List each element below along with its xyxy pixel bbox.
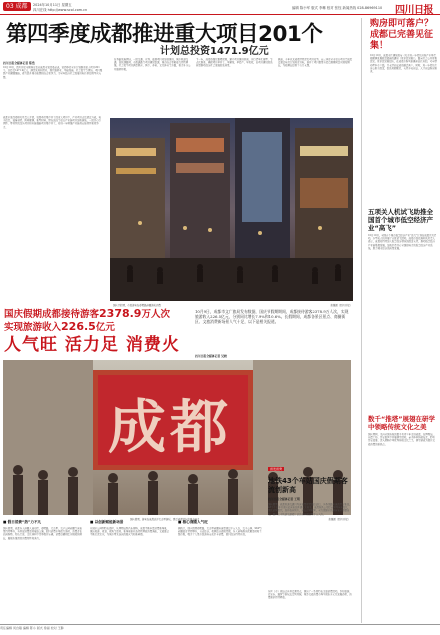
holiday-big-title: 人气旺 活力足 消费火 (4, 335, 180, 355)
editor-credits: 编辑 陈小军 版式 李琳 校对 张钰 新闻热线 028-86969110 (292, 6, 383, 10)
side-story-2-title: 五项关人机试飞助推全国首个城市低空经济产业“高飞” (368, 208, 433, 232)
metro-story-title: 地铁43个车站国庆假期客流创新高 (268, 477, 348, 494)
photo1-credit: 张强摄（四川日报） (330, 304, 352, 307)
header-rule (0, 14, 440, 15)
side-story-2 (368, 208, 437, 394)
side-story-2-text: 10月10日，全国首个城市低空经济产业“高飞”计划在成都正式启动，多型无人机开展了首批试飞活动。成都市经信局相关负责人表示，成都将持续加大低空经济领域的政策支持，推动低空经济产业链集聚发展，加快打造具有全国影响力的低空经济产业高地，助力城市经济高质量发展。 (368, 234, 437, 250)
side-story-3 (368, 415, 437, 623)
website-link[interactable]: 四川在线 http://www.scol.com.cn (33, 8, 88, 12)
photo1-caption: 国庆节假期，市民游客在春熙路商圈游玩消费 (113, 304, 161, 307)
section2-heading: ■ 以创新赋能新场景 (90, 520, 124, 524)
side-story-3-title: 数千“推塔”展翅在研学中领略传统文化之美 (368, 415, 436, 431)
lead-column-3: 下一步，成都将强化要素保障，建立项目推进机制，实行清单化管理、节点化推进，确保项目早开工、早建设、早投产、早见效，以项目建设的高质量推动经济社会发展的高质量。 (196, 58, 273, 68)
newspaper-logo: 四川日报 (395, 5, 433, 16)
lead-column-2: 在基础设施领域，一批交通、水利、能源项目将加快推进，城市轨道交通、高快速路网、市政道路等项目建设提速，城市综合承载能力持续增强。社会民生项目涵盖教育、医疗、养老、文化体育等方面，着力补齐公共服务短板。 (114, 58, 191, 71)
holiday-title-line2: 实现旅游收入226.5亿元 (4, 320, 115, 333)
holiday-section-1 (3, 520, 83, 627)
side-story-3-text: 国庆期间，来自全国各地的数千名青少年走进成都，在博物馆、非遗工坊、历史街区中开展研学活动，亲手体验传统技艺，聆听历史故事，深入领略中华优秀传统文化之美，研学游成为假日文旅消费的新热点。 (368, 433, 435, 446)
issue-date: 2024年10月11日 星期五 (33, 3, 72, 7)
footer-rule (0, 624, 440, 625)
section3-text: 据统计，国庆假期春熙路、太古里商圈客流量超过千万人次，交子公园、SKP等商圈热度持续攀升，首店经济、夜间经济表现亮眼，各大商场推出优惠活动和主题市集，吸引了大量市民游客前来打卡消费，假日经济持续升温。 (178, 527, 262, 537)
column-divider (361, 18, 362, 623)
section3-heading: ■ 核心商圈人气旺 (178, 520, 208, 524)
side-story-1-text: 10月10日，成都市住建局发布《关于进一步优化房地产市场平稳健康发展政策措施的通知（征求意见稿）》，面向社会公开征集意见。征求意见稿提出，在成都市购买新建商品住房的，可申请办理本市户籍，并支持家庭成员随迁落户。同时，进一步优化住房公积金政策，提高贷款额度，支持多孩家庭、人才家庭购房需求。 (370, 54, 437, 74)
section1-heading: ■ 假日消费“热”力不凡 (3, 520, 42, 524)
holiday-section-3 (178, 520, 262, 627)
lead-paragraph: 10月10日，四川日报全媒体记者从成都市发改委获悉，第四季度全市计划推进重大项目201个，总投资1471.9亿元，涵盖先进制造业、现代服务业、基础设施、社会民生等领域。项目聚焦产业建圈强链，着力提升城市能级和综合竞争力，为全年经济社会发展目标任务提供坚实支撑。 (3, 66, 103, 79)
photo2-character-text: 成都 (108, 393, 233, 461)
metro-story-text: 国庆假期，成都轨道交通日均客流量保持高位运行，多条线路客流创历史新高，43个车站单日进出站客流创开通以来新高。成都地铁公司提前研判客流变化，优化运营组织，加开临客列车，延长运营时间，全力保障市民游客安全便捷出行，国庆七天轨道交通累计运送乘客超过两千万人次。 (268, 503, 352, 516)
page-header (0, 0, 440, 14)
metro-story-kicker: 四川日报全媒体记者 王明 (268, 497, 300, 501)
main-subheadline: 计划总投资1471.9亿元 (160, 46, 269, 57)
photo2-credit: 张强摄（四川日报） (328, 518, 350, 521)
photo2-caption: 国庆假期，游客在成都远洋太古里游玩，感受成都特色的城市魅力 (130, 518, 200, 521)
holiday-title-line1: 国庆假期成都接待游客2378.9万人次 (4, 307, 170, 320)
side-story-1-title: 购房即可落户？成都已完善见征集！ (370, 19, 434, 51)
section2-text: 从城市公园到特色街区，从博物馆到音乐现场，成都不断丰富消费新场景，推出夜游、夜食、夜购等活动。新场景新业态持续释放消费潜能，文旅融合不断走深走实，为城市带来满满的烟火气和新鲜感。 (90, 527, 169, 537)
section1-text: 国庆假期，成都各大商圈人流如织，春熙路、太古里、交子公园商圈等客流量持续攀升，各类促消费活动接连上演，假日消费市场活力涌动，消费者在品质购物、特色美食、文化体验中尽享假日乐趣，消费总额同比实现较快增长，展现出强劲的消费韧性和潜力。 (3, 527, 82, 540)
holiday-lead: 10月9日，成都市文广旅局发布数据，国庆节假期期间，成都接待游客2378.9万人次，实现旅游收入226.5亿元，分别同比增长7.9%和10.6%。长假期间，成都各景区景点、商圈街区、文旅消费新场景人气十足，以下是相关报道。 (195, 309, 349, 324)
side-story-1 (370, 19, 437, 214)
lead-column-4: 据悉，今年以来成都持续深化项目攻坚，前三季度全市重点项目完成投资超过年度计划进度目标，新开工项目数量与投资规模同比实现双增长，为稳增长提供了有力支撑。 (278, 58, 353, 68)
chunxi-road-photo (110, 118, 353, 301)
lead-column-1: 成都市发改委相关负责人介绍，第四季度集中开工的重大项目中，产业项目占比超过六成，电子信息、装备制造、医药健康、新型材料、绿色食品等重点产业链项目加快落地，一批具有引领性、带动性的龙头项目和补链强链项目集中开工，将进一步增强产业链供应链韧性和竞争力。 (3, 116, 102, 129)
lead-kicker: 四川日报全媒体记者 陈浩 (3, 61, 35, 65)
holiday-section-2 (90, 520, 170, 627)
metro-story-tag: 首发首秀 (270, 467, 283, 471)
holiday-section-4-text: 各区（市）县结合自身资源特点，推出了一系列特色文旅消费活动，乡村旅游、农家乐、露营等新玩法受到青睐，城乡文旅消费市场呈现出多元化发展态势，消费需求持续释放。 (268, 590, 352, 600)
main-headline: 第四季度成都推进重大项目201个 (6, 22, 323, 47)
holiday-kicker: 四川日报全媒体记者 吴晓 (195, 354, 227, 358)
section-badge: 03 成都 (3, 2, 31, 11)
page-footer: 责任编辑 何自聪 编辑 陈小 版式 徐丽 校对 王静 (0, 626, 64, 630)
